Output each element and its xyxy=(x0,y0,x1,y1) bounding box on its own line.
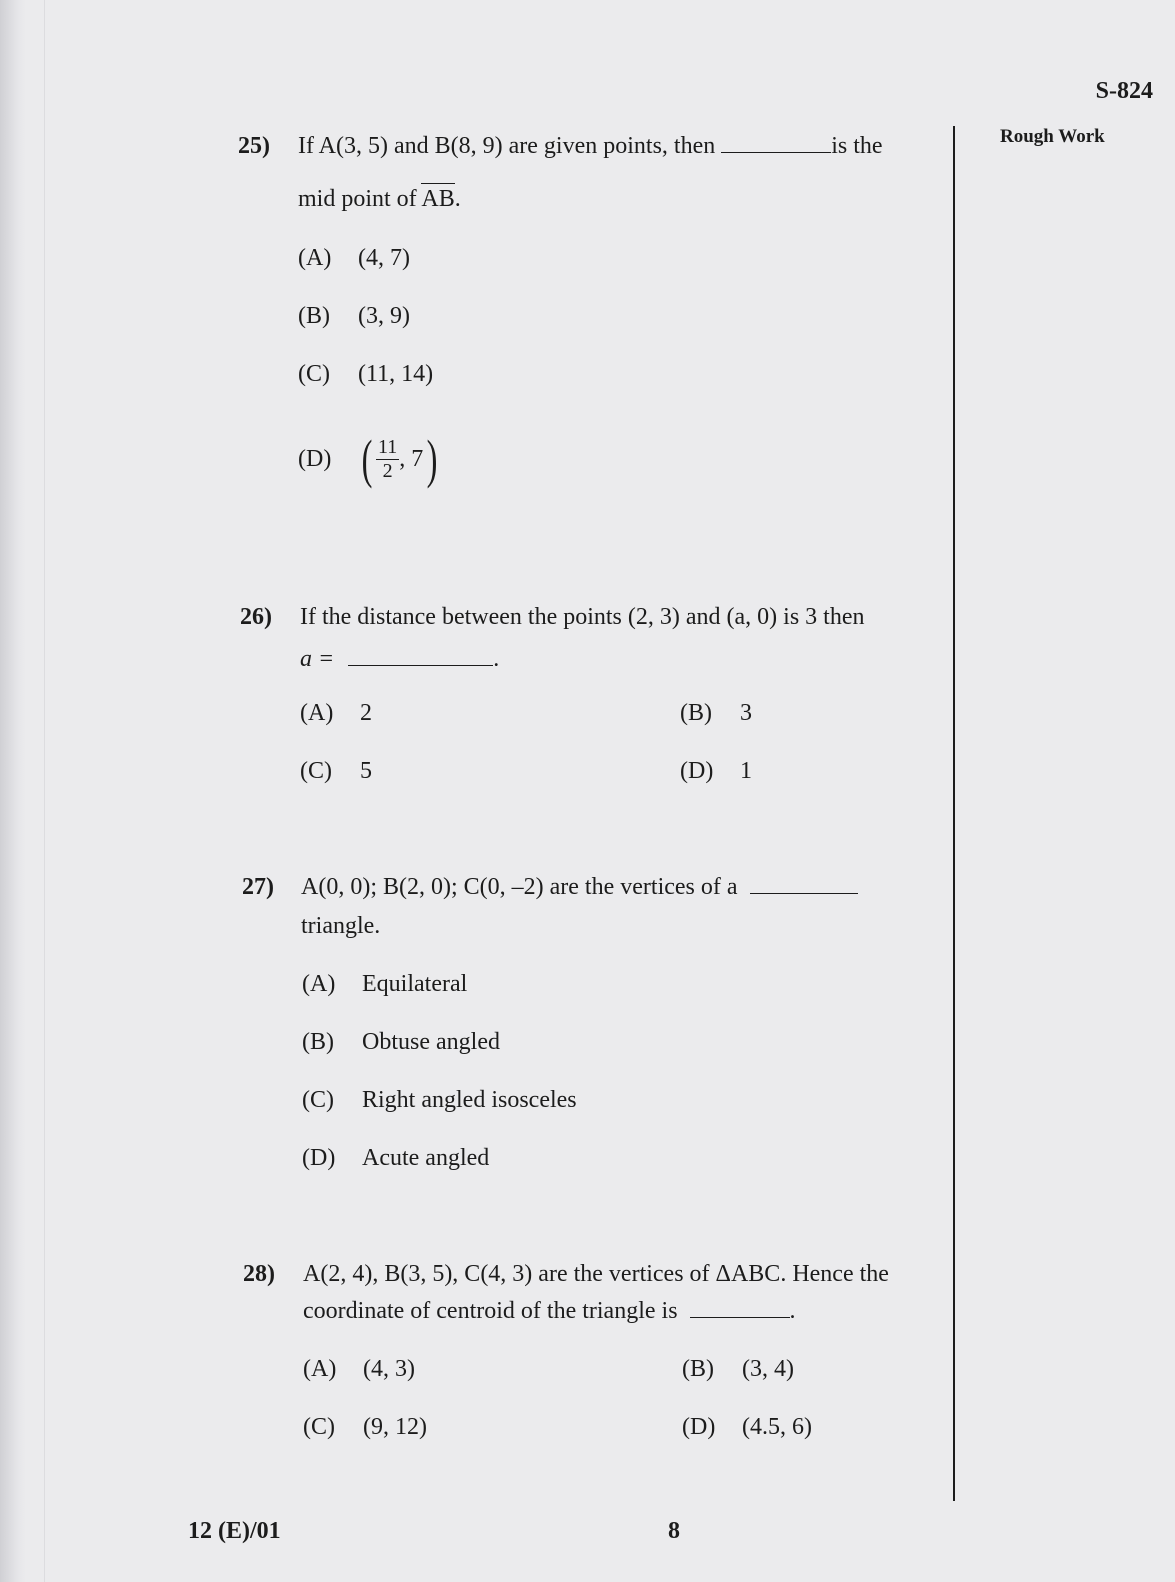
option-label: (D) xyxy=(682,1414,716,1440)
footer-paper-id: 12 (E)/01 xyxy=(188,1518,281,1544)
option-value: Equilateral xyxy=(362,971,468,997)
option-label: (B) xyxy=(302,1029,334,1055)
option-value: , 7 xyxy=(399,446,424,472)
option-b[interactable] xyxy=(302,1030,500,1054)
question-text-part: . xyxy=(493,646,500,672)
option-label: (B) xyxy=(682,1356,714,1382)
question-text xyxy=(298,134,883,158)
right-paren: ) xyxy=(426,429,438,489)
option-value: Right angled isosceles xyxy=(362,1087,577,1113)
paper-code: S-824 xyxy=(1095,78,1153,104)
option-label: (A) xyxy=(302,971,336,997)
option-value: 2 xyxy=(360,700,372,726)
answer-blank xyxy=(348,647,493,666)
fraction-denominator: 2 xyxy=(382,459,393,482)
question-number: 28) xyxy=(243,1261,275,1287)
option-label: (A) xyxy=(303,1356,337,1382)
segment-label: AB xyxy=(421,183,454,212)
question-text-part: . xyxy=(789,1298,796,1324)
question-text-part: . xyxy=(454,186,461,212)
question-text-line2: triangle. xyxy=(301,913,381,939)
option-a[interactable] xyxy=(303,1357,415,1381)
left-paren: ( xyxy=(361,429,373,489)
option-label: (C) xyxy=(302,1087,334,1113)
page-edge-line xyxy=(44,0,45,1582)
page-edge-shadow xyxy=(0,0,26,1582)
question-text: If the distance between the points (2, 3) and (a, 0) is 3 then xyxy=(300,604,865,630)
option-value: 5 xyxy=(360,758,372,784)
option-label: (A) xyxy=(298,245,332,271)
option-d[interactable] xyxy=(298,429,441,489)
option-b[interactable] xyxy=(682,1357,794,1381)
option-value: Obtuse angled xyxy=(362,1029,500,1055)
option-d[interactable] xyxy=(680,759,752,783)
question-text-part: If A(3, 5) and B(8, 9) are given points, then xyxy=(298,133,716,159)
option-value: 3 xyxy=(740,700,752,726)
option-label: (D) xyxy=(302,1145,336,1171)
option-c[interactable] xyxy=(302,1088,577,1112)
answer-blank xyxy=(690,1299,790,1318)
option-b[interactable] xyxy=(680,701,752,725)
fraction-numerator: 11 xyxy=(377,435,398,458)
page-number: 8 xyxy=(668,1518,680,1544)
option-c[interactable] xyxy=(298,362,433,386)
option-c[interactable] xyxy=(300,759,372,783)
option-value: (3, 9) xyxy=(358,303,410,329)
question-text xyxy=(301,875,858,899)
question-text-part: coordinate of centroid of the triangle is xyxy=(303,1298,678,1324)
option-a[interactable] xyxy=(302,972,467,996)
option-value: (4, 7) xyxy=(358,245,410,271)
option-a[interactable] xyxy=(298,246,410,270)
question-text-part: A(0, 0); B(2, 0); C(0, –2) are the vertices of a xyxy=(301,874,738,900)
option-d[interactable] xyxy=(302,1146,489,1170)
option-label: (A) xyxy=(300,700,334,726)
question-text-line2 xyxy=(300,647,499,671)
question-number: 25) xyxy=(238,133,270,159)
option-value: 1 xyxy=(740,758,752,784)
option-d[interactable] xyxy=(682,1415,812,1439)
rough-work-heading: Rough Work xyxy=(1000,126,1105,147)
option-value: (3, 4) xyxy=(742,1356,794,1382)
answer-blank xyxy=(750,875,858,894)
option-label: (D) xyxy=(298,446,332,472)
question-text-part: is the xyxy=(831,133,883,159)
question-text-line2 xyxy=(298,187,461,211)
fraction xyxy=(376,436,399,483)
option-value: (11, 14) xyxy=(358,361,434,387)
option-label: (B) xyxy=(680,700,712,726)
option-value: Acute angled xyxy=(362,1145,490,1171)
option-label: (D) xyxy=(680,758,714,784)
option-label: (C) xyxy=(303,1414,335,1440)
option-a[interactable] xyxy=(300,701,372,725)
answer-blank xyxy=(721,134,831,153)
question-text: A(2, 4), B(3, 5), C(4, 3) are the vertices of ΔABC. Hence the xyxy=(303,1261,889,1287)
question-text-line2 xyxy=(303,1299,796,1323)
option-value: (4, 3) xyxy=(363,1356,415,1382)
question-text-part: a = xyxy=(300,646,335,672)
option-label: (C) xyxy=(298,361,330,387)
question-number: 27) xyxy=(242,874,274,900)
question-text-part: mid point of xyxy=(298,186,417,212)
option-value: (4.5, 6) xyxy=(742,1414,812,1440)
option-value: (9, 12) xyxy=(363,1414,427,1440)
question-number: 26) xyxy=(240,604,272,630)
option-label: (C) xyxy=(300,758,332,784)
option-label: (B) xyxy=(298,303,330,329)
option-c[interactable] xyxy=(303,1415,427,1439)
rough-work-divider xyxy=(953,126,955,1501)
option-b[interactable] xyxy=(298,304,410,328)
